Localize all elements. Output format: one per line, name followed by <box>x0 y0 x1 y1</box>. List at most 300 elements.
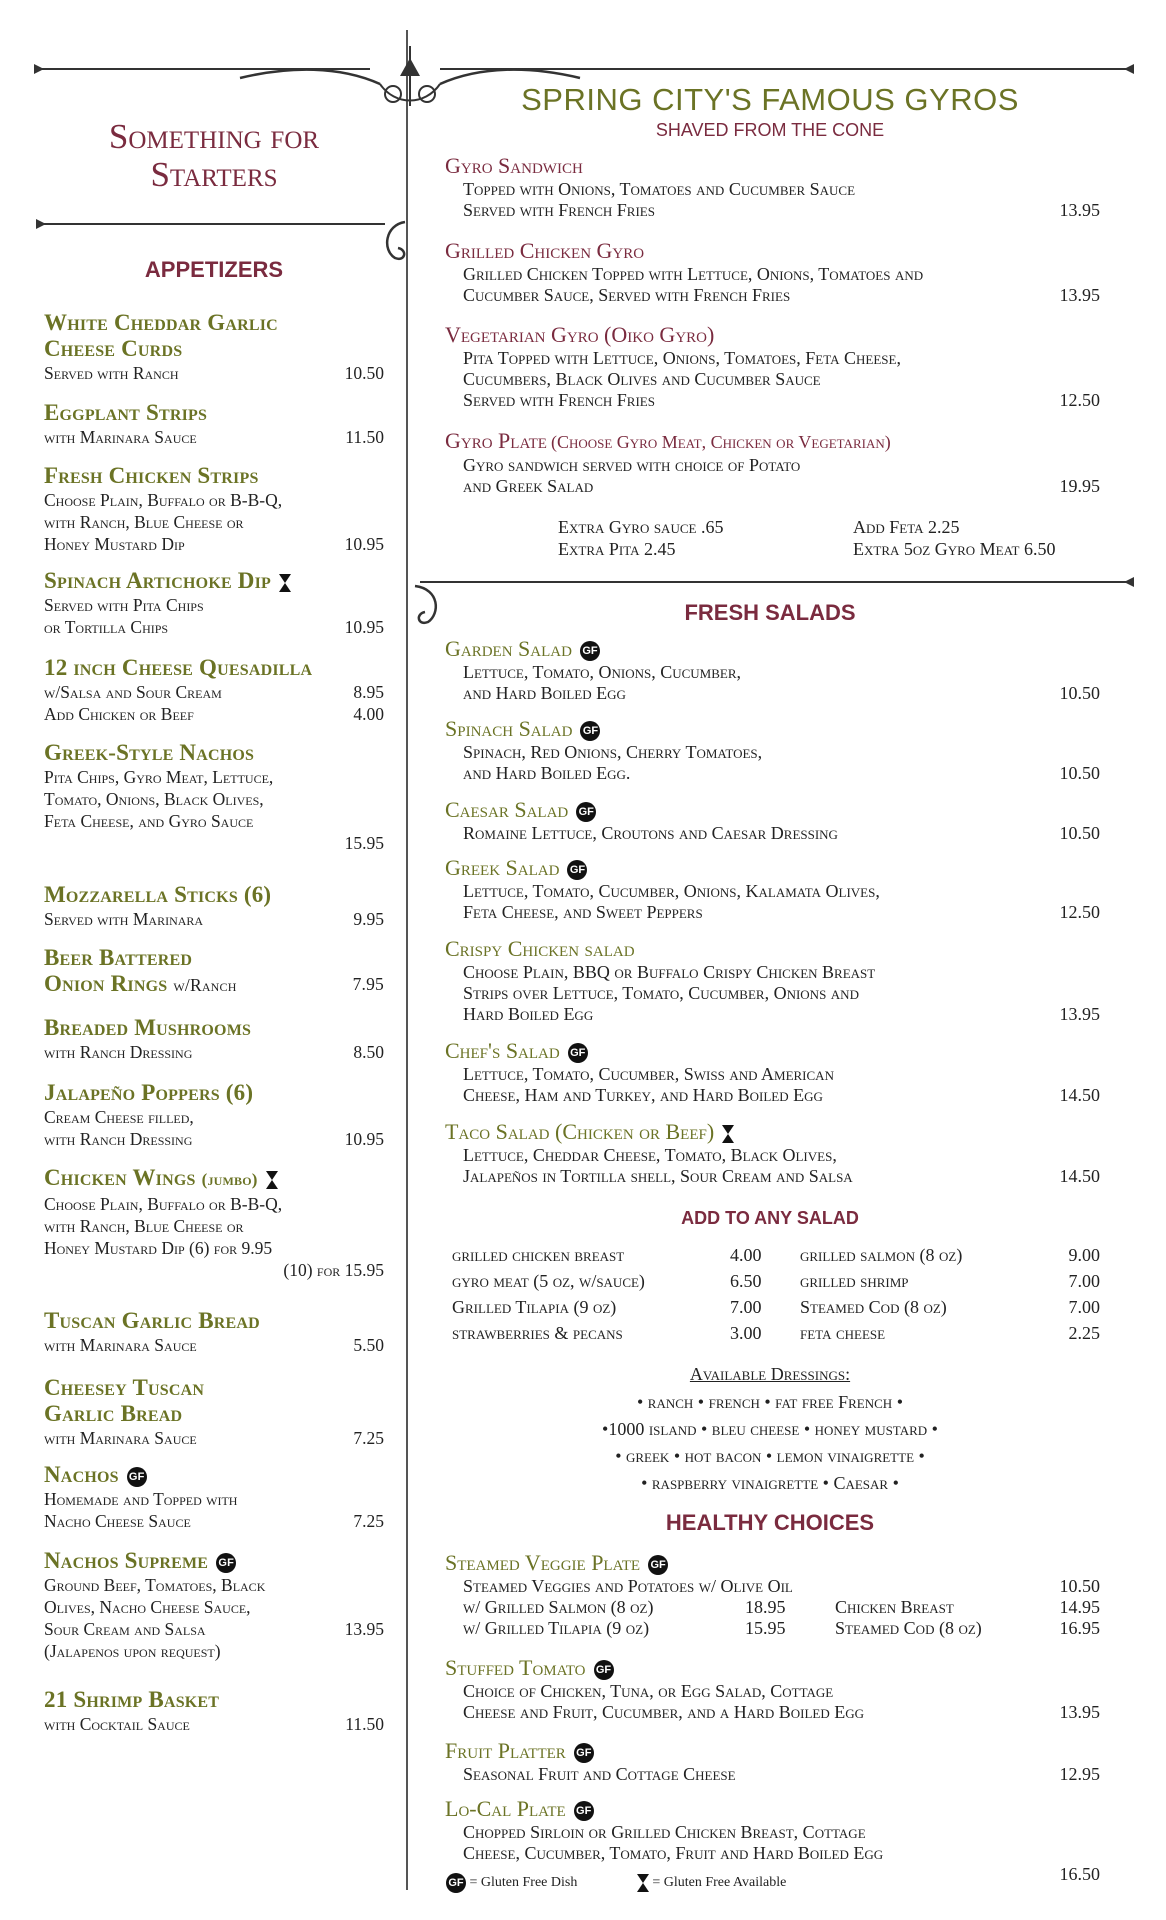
gyro-extra: Extra 5oz Gyro Meat 6.50 <box>853 539 1056 559</box>
appetizer-desc: with Ranch Dressing <box>44 1129 193 1149</box>
appetizer-item <box>44 740 384 853</box>
item-grid-line <box>445 1618 1100 1639</box>
item-desc: Hard Boiled Egg <box>463 1004 594 1024</box>
item-desc: and Hard Boiled Egg. <box>463 763 631 783</box>
appetizer-name: Garlic Bread <box>44 1401 183 1426</box>
appetizer-desc-line <box>44 1334 384 1356</box>
grid-label: w/ Grilled Salmon (8 oz) <box>463 1597 654 1617</box>
appetizer-desc: with Ranch, Blue Cheese or <box>44 512 244 532</box>
addon-name: grilled salmon (8 oz) <box>800 1245 963 1265</box>
item-desc: Strips over Lettuce, Tomato, Cucumber, Onions and <box>463 983 859 1003</box>
appetizers-heading: APPETIZERS <box>144 257 284 282</box>
grid-label: w/ Grilled Tilapia (9 oz) <box>463 1618 650 1638</box>
price: 13.95 <box>1059 1004 1100 1024</box>
addon-price: 3.00 <box>730 1323 762 1343</box>
menu-item <box>445 855 1100 923</box>
appetizer-desc-line <box>44 362 384 384</box>
item-desc-line <box>445 962 1100 983</box>
appetizer-name: Onion Rings <box>44 971 168 996</box>
salads-heading: FRESH SALADS <box>684 600 856 625</box>
appetizer-suffix: w/Ranch <box>173 975 237 995</box>
item-desc: Topped with Onions, Tomatoes and Cucumber Sauce <box>463 179 856 199</box>
price: 10.95 <box>344 617 384 637</box>
appetizer-desc-line <box>44 681 384 703</box>
menu-item <box>445 428 1100 497</box>
appetizer-desc: with Marinara Sauce <box>44 427 197 447</box>
appetizer-name: Greek-Style Nachos <box>44 740 255 765</box>
appetizer-desc-line <box>44 908 384 930</box>
price: 5.50 <box>353 1335 384 1355</box>
appetizer-desc-line <box>44 788 384 810</box>
item-name <box>445 855 1100 881</box>
menu-item <box>445 936 1100 1025</box>
dressings-line: • ranch • french • fat free French • <box>636 1392 903 1412</box>
item-desc: Seasonal Fruit and Cottage Cheese <box>463 1764 736 1784</box>
item-desc-line <box>445 476 1100 497</box>
item-desc: Cucumbers, Black Olives and Cucumber Sauce <box>463 369 821 389</box>
item-name-text: Taco Salad (Chicken or Beef) <box>445 1119 715 1144</box>
addon-name: Grilled Tilapia (9 oz) <box>452 1297 617 1317</box>
item-desc-line <box>445 1064 1100 1085</box>
item-name <box>445 636 1100 662</box>
gluten-free-icon: GF <box>127 1467 147 1487</box>
item-name-text: Lo-Cal Plate <box>445 1796 566 1821</box>
item-desc: Served with French Fries <box>463 200 655 220</box>
hourglass-icon <box>279 574 291 592</box>
price: 8.95 <box>353 682 384 702</box>
item-name-text: Caesar Salad <box>445 797 569 822</box>
appetizer-desc-line <box>44 1574 384 1596</box>
gluten-free-icon: GF <box>574 1801 594 1821</box>
appetizer-desc-line <box>44 1259 384 1281</box>
starters-heading: Something for Starters <box>108 117 320 194</box>
item-desc-line <box>445 742 1100 763</box>
appetizer-desc: Choose Plain, Buffalo or B-B-Q, <box>44 490 283 510</box>
item-desc: Lettuce, Tomato, Cucumber, Onions, Kalamata Olives, <box>463 881 880 901</box>
appetizer-name <box>44 1165 384 1193</box>
item-desc-line <box>445 1576 1100 1597</box>
appetizer-item <box>44 400 384 448</box>
addon-name: feta cheese <box>800 1323 886 1343</box>
appetizer-desc-line <box>44 1128 384 1150</box>
item-name-text: Gyro Sandwich <box>445 153 583 178</box>
price: 13.95 <box>1059 200 1100 220</box>
menu-item <box>445 636 1100 704</box>
item-name <box>445 238 1100 264</box>
healthy-heading: HEALTHY CHOICES <box>665 1510 875 1535</box>
appetizer-desc: Honey Mustard Dip <box>44 534 185 554</box>
appetizer-name: 12 inch Cheese Quesadilla <box>44 655 313 680</box>
price: 14.50 <box>1059 1166 1100 1186</box>
appetizer-desc-line <box>44 810 384 832</box>
price: 16.95 <box>1059 1618 1100 1638</box>
appetizer-desc: (10) for 15.95 <box>283 1260 384 1280</box>
appetizer-name: Spinach Artichoke Dip <box>44 568 272 593</box>
grid-label: Chicken Breast <box>835 1597 954 1617</box>
scroll-ornament <box>380 220 410 265</box>
item-desc-line <box>445 390 1100 411</box>
appetizer-name: Eggplant Strips <box>44 400 208 425</box>
item-name-text: Stuffed Tomato <box>445 1655 586 1680</box>
item-desc-line <box>445 1843 1100 1864</box>
appetizer-name-note: (jumbo) <box>201 1170 258 1189</box>
appetizer-name <box>44 568 384 594</box>
appetizer-desc: Tomato, Onions, Black Olives, <box>44 789 264 809</box>
item-name-text: Steamed Veggie Plate <box>445 1550 641 1575</box>
menu-item <box>445 1119 1100 1187</box>
item-name <box>445 1038 1100 1064</box>
arrow-icon <box>1124 64 1134 74</box>
item-desc-line <box>445 455 1100 476</box>
appetizer-desc: with Marinara Sauce <box>44 1428 197 1448</box>
price: 10.50 <box>1059 823 1100 843</box>
item-desc-line <box>445 179 1100 200</box>
gyro-extra: Add Feta 2.25 <box>853 517 960 537</box>
item-desc: Jalapeños in Tortilla shell, Sour Cream and Salsa <box>463 1166 853 1186</box>
item-desc-line <box>445 264 1100 285</box>
item-desc-line <box>445 1145 1100 1166</box>
grid-price: 18.95 <box>745 1597 786 1617</box>
arrow-icon <box>34 64 44 74</box>
item-desc: Feta Cheese, and Sweet Peppers <box>463 902 703 922</box>
item-desc: Chopped Sirloin or Grilled Chicken Breast, Cottage <box>463 1822 866 1842</box>
item-desc-line <box>445 285 1100 306</box>
appetizer-desc-line <box>44 1193 384 1215</box>
addon-name: strawberries & pecans <box>452 1323 623 1343</box>
hourglass-icon <box>266 1171 278 1189</box>
item-desc: Served with French Fries <box>463 390 655 410</box>
appetizer-desc-line <box>44 511 384 533</box>
appetizer-item <box>44 945 384 998</box>
addon-price: 7.00 <box>1068 1271 1100 1291</box>
item-desc-line <box>445 902 1100 923</box>
left-rule <box>40 223 385 225</box>
hourglass-icon <box>637 1874 649 1892</box>
dressings-title: Available Dressings: <box>689 1364 851 1384</box>
appetizer-desc-line <box>44 766 384 788</box>
appetizer-desc: with Marinara Sauce <box>44 1335 197 1355</box>
appetizer-desc: Pita Chips, Gyro Meat, Lettuce, <box>44 767 274 787</box>
price: 13.95 <box>1059 285 1100 305</box>
appetizer-item <box>44 1308 384 1356</box>
item-desc-line <box>445 1085 1100 1106</box>
item-desc: Choose Plain, BBQ or Buffalo Crispy Chicken Breast <box>463 962 876 982</box>
price: 14.95 <box>1059 1597 1100 1617</box>
appetizer-name: Breaded Mushrooms <box>44 1015 252 1040</box>
item-name <box>445 1550 1100 1576</box>
appetizer-name: 21 Shrimp Basket <box>44 1687 220 1712</box>
appetizer-name: Beer Battered <box>44 945 193 970</box>
appetizer-desc: Feta Cheese, and Gyro Sauce <box>44 811 254 831</box>
appetizer-desc-line <box>44 1713 384 1735</box>
item-name <box>445 716 1100 742</box>
appetizer-item <box>44 463 384 555</box>
item-desc-line <box>445 983 1100 1004</box>
gluten-free-icon: GF <box>648 1555 668 1575</box>
legend-hg-text: = Gluten Free Available <box>652 1875 787 1891</box>
appetizer-name: Nachos Supreme <box>44 1548 209 1573</box>
appetizer-item <box>44 568 384 638</box>
gluten-free-icon: GF <box>568 1043 588 1063</box>
appetizer-desc-line <box>44 1106 384 1128</box>
price: 15.95 <box>344 833 384 853</box>
appetizer-name: Nachos <box>44 1462 119 1487</box>
appetizer-desc-line <box>44 1041 384 1063</box>
menu-item <box>445 1738 1100 1785</box>
item-desc: Cheese, Cucumber, Tomato, Fruit and Hard Boiled Egg <box>463 1843 884 1863</box>
gluten-free-icon: GF <box>576 802 596 822</box>
item-desc: Cheese and Fruit, Cucumber, and a Hard Boiled Egg <box>463 1702 865 1722</box>
menu-item <box>445 322 1100 411</box>
item-desc: Romaine Lettuce, Croutons and Caesar Dressing <box>463 823 838 843</box>
price: 7.25 <box>353 1511 384 1531</box>
menu-item <box>445 797 1100 844</box>
price: 12.95 <box>1059 1764 1100 1784</box>
item-name-text: Fruit Platter <box>445 1738 566 1763</box>
price: 12.50 <box>1059 390 1100 410</box>
item-desc-line <box>445 881 1100 902</box>
item-desc: Spinach, Red Onions, Cherry Tomatoes, <box>463 742 763 762</box>
item-desc: Gyro sandwich served with choice of Potato <box>463 455 801 475</box>
price: 10.95 <box>344 534 384 554</box>
item-name <box>445 1796 1100 1822</box>
appetizer-desc: Sour Cream and Salsa <box>44 1619 206 1639</box>
item-name-text: Garden Salad <box>445 636 572 661</box>
menu-item <box>445 1038 1100 1106</box>
addon-name: grilled shrimp <box>800 1271 909 1291</box>
price: 7.95 <box>352 974 384 994</box>
appetizer-desc: Olives, Nacho Cheese Sauce, <box>44 1597 251 1617</box>
appetizer-item <box>44 655 384 725</box>
right-rule <box>420 581 1132 583</box>
appetizer-name: Jalapeño Poppers (6) <box>44 1080 254 1105</box>
appetizer-desc: Served with Marinara <box>44 909 204 929</box>
price: 11.50 <box>345 427 384 447</box>
appetizer-item <box>44 1548 384 1662</box>
menu-item <box>445 238 1100 306</box>
menu-item <box>445 153 1100 221</box>
item-name-text: Spinach Salad <box>445 716 573 741</box>
price: 10.95 <box>344 1129 384 1149</box>
grid-price: 15.95 <box>745 1618 786 1638</box>
item-name <box>445 322 1100 348</box>
gyro-extra: Extra Pita 2.45 <box>558 539 676 559</box>
appetizer-desc: Ground Beef, Tomatoes, Black <box>44 1575 266 1595</box>
appetizer-name <box>44 1548 384 1574</box>
price: 13.95 <box>1059 1702 1100 1722</box>
item-name <box>445 1119 1100 1145</box>
addon-name: Steamed Cod (8 oz) <box>800 1297 947 1317</box>
legend-gf-text: = Gluten Free Dish <box>469 1875 578 1891</box>
appetizer-item <box>44 1687 384 1735</box>
item-name-text: Grilled Chicken Gyro <box>445 238 645 263</box>
item-name <box>445 1738 1100 1764</box>
appetizer-item <box>44 1015 384 1063</box>
appetizer-item <box>44 1165 384 1281</box>
appetizer-item <box>44 1462 384 1532</box>
appetizer-name: White Cheddar Garlic <box>44 310 278 335</box>
appetizer-desc-line <box>44 594 384 616</box>
item-name <box>445 797 1100 823</box>
gyros-subheading: SHAVED FROM THE CONE <box>655 120 885 140</box>
item-desc-line <box>445 1764 1100 1785</box>
item-desc: Choice of Chicken, Tuna, or Egg Salad, Cottage <box>463 1681 834 1701</box>
column-divider <box>406 30 408 1890</box>
appetizer-desc-line <box>44 703 384 725</box>
appetizer-desc: (Jalapenos upon request) <box>44 1641 221 1661</box>
gluten-free-icon: GF <box>580 721 600 741</box>
price: 8.50 <box>353 1042 384 1062</box>
gyros-heading: SPRING CITY'S FAMOUS GYROS <box>521 82 1019 117</box>
appetizer-name: Tuscan Garlic Bread <box>44 1308 260 1333</box>
gluten-free-icon: GF <box>574 1743 594 1763</box>
price: 10.50 <box>344 363 384 383</box>
price: 13.95 <box>344 1619 384 1639</box>
price: 11.50 <box>345 1714 384 1734</box>
appetizer-desc-line <box>44 1618 384 1640</box>
addon-heading: ADD TO ANY SALAD <box>681 1208 859 1228</box>
appetizer-desc: with Ranch Dressing <box>44 1042 193 1062</box>
item-desc-line <box>445 1702 1100 1723</box>
dressings-line: • raspberry vinaigrette • Caesar • <box>641 1473 899 1493</box>
legend <box>446 1873 786 1893</box>
price: 19.95 <box>1059 476 1100 496</box>
gluten-free-icon: GF <box>216 1553 236 1573</box>
item-desc: Steamed Veggies and Potatoes w/ Olive Oil <box>463 1576 793 1596</box>
arrow-icon <box>1124 577 1134 587</box>
appetizer-desc-line <box>44 616 384 638</box>
item-desc: Pita Topped with Lettuce, Onions, Tomatoes, Feta Cheese, <box>463 348 901 368</box>
item-desc-line <box>445 683 1100 704</box>
item-name-text: Greek Salad <box>445 855 560 880</box>
price: 4.00 <box>353 704 384 724</box>
item-desc: Lettuce, Tomato, Cucumber, Swiss and American <box>463 1064 834 1084</box>
appetizer-desc-line <box>44 1596 384 1618</box>
price: 10.50 <box>1059 683 1100 703</box>
addon-price: 6.50 <box>730 1271 762 1291</box>
item-desc-line <box>445 200 1100 221</box>
item-desc-line <box>445 1822 1100 1843</box>
dressings-line: •1000 island • bleu cheese • honey mustard • <box>602 1419 938 1439</box>
item-name-text: Gyro Plate <box>445 428 547 453</box>
appetizer-desc-line <box>44 1427 384 1449</box>
appetizer-desc: Choose Plain, Buffalo or B-B-Q, <box>44 1194 283 1214</box>
appetizer-desc: Honey Mustard Dip (6) for 9.95 <box>44 1238 273 1258</box>
gluten-free-icon: GF <box>446 1873 466 1893</box>
appetizer-desc: Add Chicken or Beef <box>44 704 194 724</box>
appetizer-name: Cheese Curds <box>44 336 183 361</box>
appetizer-name: Cheesey Tuscan <box>44 1375 205 1400</box>
addon-name: grilled chicken breast <box>452 1245 625 1265</box>
addon-name: gyro meat (5 oz, w/sauce) <box>452 1271 645 1291</box>
addon-price: 9.00 <box>1068 1245 1100 1265</box>
item-desc-line <box>445 823 1100 844</box>
addon-price: 4.00 <box>730 1245 762 1265</box>
item-desc: and Greek Salad <box>463 476 594 496</box>
price: 10.50 <box>1059 763 1100 783</box>
appetizer-desc-line <box>44 1510 384 1532</box>
item-name <box>445 153 1100 179</box>
item-desc: and Hard Boiled Egg <box>463 683 626 703</box>
appetizer-desc-line <box>44 489 384 511</box>
appetizer-desc: or Tortilla Chips <box>44 617 169 637</box>
arrow-icon <box>36 219 46 229</box>
item-desc-line <box>445 369 1100 390</box>
item-desc-line <box>445 1004 1100 1025</box>
price: 16.50 <box>1059 1864 1100 1884</box>
appetizer-name: Chicken Wings <box>44 1165 196 1190</box>
item-grid-line <box>445 1597 1100 1618</box>
item-name <box>445 1655 1100 1681</box>
appetizer-desc-line <box>44 1488 384 1510</box>
item-name-text: Vegetarian Gyro (Oiko Gyro) <box>445 322 715 347</box>
item-desc: Grilled Chicken Topped with Lettuce, Onions, Tomatoes and <box>463 264 924 284</box>
item-name-note: (Choose Gyro Meat, Chicken or Vegetarian) <box>550 432 891 452</box>
appetizer-desc: with Cocktail Sauce <box>44 1714 190 1734</box>
appetizer-name: Mozzarella Sticks (6) <box>44 882 272 907</box>
price: 10.50 <box>1059 1576 1100 1596</box>
addon-price: 7.00 <box>1068 1297 1100 1317</box>
appetizer-item <box>44 882 384 930</box>
item-desc-line <box>445 662 1100 683</box>
appetizer-name: Fresh Chicken Strips <box>44 463 259 488</box>
appetizer-desc: Served with Ranch <box>44 363 179 383</box>
appetizer-desc-line <box>44 1640 384 1662</box>
item-desc: Lettuce, Cheddar Cheese, Tomato, Black Olives, <box>463 1145 837 1165</box>
item-desc: Cucumber Sauce, Served with French Fries <box>463 285 791 305</box>
gluten-free-icon: GF <box>594 1660 614 1680</box>
item-name-text: Crispy Chicken salad <box>445 936 635 961</box>
appetizer-desc-line <box>44 1237 384 1259</box>
grid-label: Steamed Cod (8 oz) <box>835 1618 982 1638</box>
price: 14.50 <box>1059 1085 1100 1105</box>
hourglass-icon <box>722 1125 734 1143</box>
item-name-text: Chef's Salad <box>445 1038 560 1063</box>
item-desc-line <box>445 763 1100 784</box>
price: 12.50 <box>1059 902 1100 922</box>
addon-price: 7.00 <box>730 1297 762 1317</box>
appetizer-name-row <box>44 971 384 998</box>
price: 7.25 <box>353 1428 384 1448</box>
item-desc-line <box>445 1681 1100 1702</box>
menu-item <box>445 1550 1100 1639</box>
appetizer-desc: Homemade and Topped with <box>44 1489 238 1509</box>
gluten-free-icon: GF <box>580 641 600 661</box>
appetizer-desc: w/Salsa and Sour Cream <box>44 682 222 702</box>
addon-price: 2.25 <box>1068 1323 1100 1343</box>
item-desc-line <box>445 348 1100 369</box>
appetizer-name <box>44 1462 384 1488</box>
item-desc-line <box>445 1166 1100 1187</box>
item-name <box>445 428 1100 455</box>
menu-item <box>445 716 1100 784</box>
item-name <box>445 936 1100 962</box>
appetizer-desc-line <box>44 1215 384 1237</box>
appetizer-desc-line <box>44 533 384 555</box>
gluten-free-icon: GF <box>567 860 587 880</box>
item-desc: Lettuce, Tomato, Onions, Cucumber, <box>463 662 741 682</box>
gyro-extra: Extra Gyro sauce .65 <box>558 517 724 537</box>
price: 9.95 <box>353 909 384 929</box>
appetizer-desc: Cream Cheese filled, <box>44 1107 194 1127</box>
appetizer-item <box>44 1375 384 1449</box>
item-desc: Cheese, Ham and Turkey, and Hard Boiled Egg <box>463 1085 823 1105</box>
appetizer-item <box>44 310 384 384</box>
appetizer-desc: Served with Pita Chips <box>44 595 204 615</box>
menu-item <box>445 1655 1100 1723</box>
appetizer-desc-line <box>44 426 384 448</box>
appetizer-desc: Nacho Cheese Sauce <box>44 1511 191 1531</box>
